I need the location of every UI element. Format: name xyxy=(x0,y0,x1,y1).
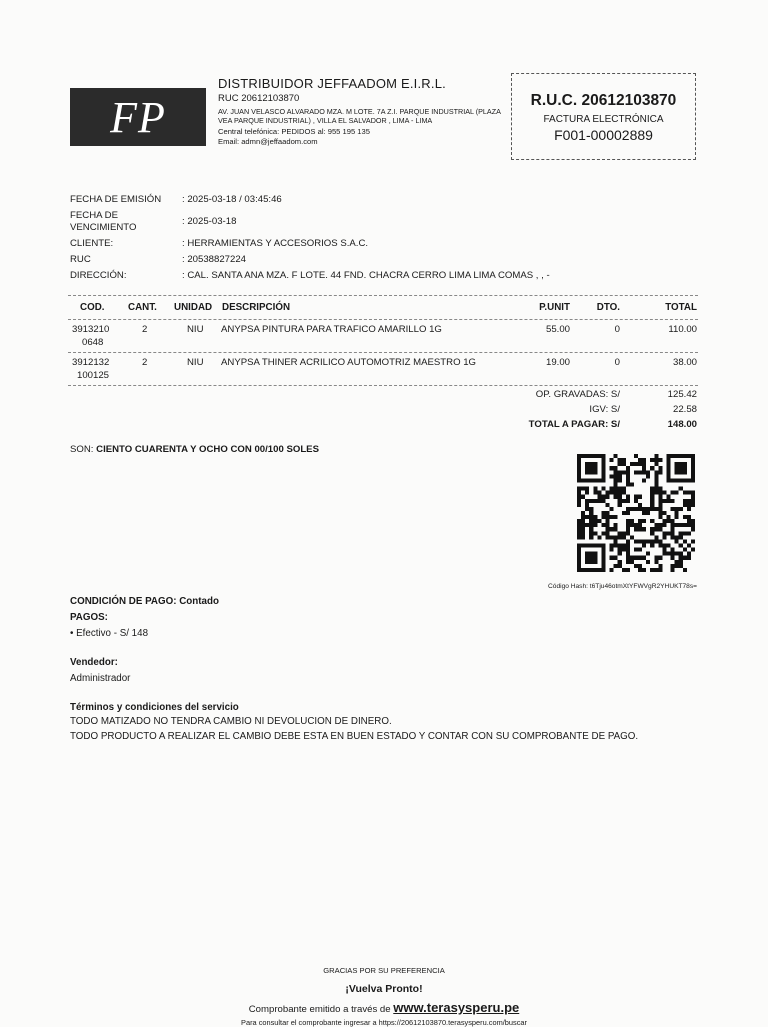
client-info xyxy=(70,194,710,286)
igv-label: IGV: S/ xyxy=(589,404,620,415)
gravadas-value: 125.42 xyxy=(667,389,697,400)
row1-punit: 55.00 xyxy=(545,324,570,335)
emision-value: : 2025-03-18 / 03:45:46 xyxy=(182,194,282,205)
col-header-total: TOTAL xyxy=(665,302,697,313)
direccion-value: : CAL. SANTA ANA MZA. F LOTE. 44 FND. CHACRA CERRO LIMA LIMA COMAS , , - xyxy=(182,270,550,281)
vencimiento-label: FECHA DE VENCIMIENTO xyxy=(70,210,137,233)
table-header-divider xyxy=(68,319,698,320)
row2-cant: 2 xyxy=(142,357,148,368)
table-bottom-divider xyxy=(68,385,698,386)
row2-cod: 3912132 100125 xyxy=(72,357,110,381)
terms-line-2: TODO PRODUCTO A REALIZAR EL CAMBIO DEBE ESTA EN BUEN ESTADO Y CONTAR CON SU COMPROBANTE DE PAGO. xyxy=(70,731,639,742)
footer-thanks: GRACIAS POR SU PREFERENCIA xyxy=(323,966,445,975)
qr-code xyxy=(577,454,695,572)
col-header-descripcion: DESCRIPCIÓN xyxy=(222,302,291,313)
row1-total: 110.00 xyxy=(668,324,697,335)
company-info xyxy=(218,76,508,147)
row2-dto: 0 xyxy=(614,357,620,368)
row1-cod: 3913210 0648 xyxy=(72,324,110,348)
footer-vuelva: ¡Vuelva Pronto! xyxy=(345,983,423,995)
ruc-box-ruc: R.U.C. 20612103870 xyxy=(530,92,677,109)
gravadas-label: OP. GRAVADAS: S/ xyxy=(535,389,620,400)
company-email: Email: admn@jeffaadom.com xyxy=(218,137,318,146)
company-phone: Central telefónica: PEDIDOS al: 955 195 135 xyxy=(218,127,370,136)
col-header-unidad: UNIDAD xyxy=(174,302,213,313)
row2-total: 38.00 xyxy=(672,357,697,368)
row2-descripcion: ANYPSA THINER ACRILICO AUTOMOTRIZ MAESTRO 1G xyxy=(221,357,476,368)
row-divider xyxy=(68,352,698,353)
ruc-value: : 20538827224 xyxy=(182,254,247,265)
ruc-label: RUC xyxy=(70,254,91,265)
company-ruc: RUC 20612103870 xyxy=(218,93,300,104)
amount-in-words: SON: CIENTO CUARENTA Y OCHO CON 00/100 SOLES xyxy=(70,444,319,455)
emision-label: FECHA DE EMISIÓN xyxy=(70,194,162,205)
col-header-punit: P.UNIT xyxy=(539,302,570,313)
ruc-box-doc-type: FACTURA ELECTRÓNICA xyxy=(543,114,664,125)
row1-descripcion: ANYPSA PINTURA PARA TRAFICO AMARILLO 1G xyxy=(221,324,442,335)
company-name: DISTRIBUIDOR JEFFAADOM E.I.R.L. xyxy=(218,76,446,91)
row1-dto: 0 xyxy=(614,324,620,335)
row1-cant: 2 xyxy=(142,324,148,335)
vendedor-value: Administrador xyxy=(70,673,131,684)
direccion-label: DIRECCIÓN: xyxy=(70,270,127,281)
pagos-label: PAGOS: xyxy=(70,612,108,623)
company-logo: FP xyxy=(70,88,206,146)
ruc-box-number: F001-00002889 xyxy=(554,127,653,143)
cliente-value: : HERRAMIENTAS Y ACCESORIOS S.A.C. xyxy=(182,238,369,249)
vendedor-label: Vendedor: xyxy=(70,657,118,668)
company-address: AV. JUAN VELASCO ALVARADO MZA. M LOTE. 7A Z.I. PARQUE INDUSTRIAL (PLAZA VEA PARQUE INDUSTRIAL) , VILLA EL SALVADOR , LIMA - LIMA xyxy=(218,107,501,125)
vencimiento-value: : 2025-03-18 xyxy=(182,216,237,227)
cliente-label: CLIENTE: xyxy=(70,238,114,249)
terms-title: Términos y condiciones del servicio xyxy=(70,702,239,713)
hash-code: Código Hash: t6Tju46otmXtYFWVgR2YHUKT78s= xyxy=(548,583,697,590)
total-label: TOTAL A PAGAR: S/ xyxy=(528,419,620,430)
condicion-pago: CONDICIÓN DE PAGO: Contado xyxy=(70,596,219,607)
row2-unidad: NIU xyxy=(187,357,204,368)
col-header-dto: DTO. xyxy=(596,302,620,313)
table-top-divider xyxy=(68,295,698,296)
footer-consult: Para consultar el comprobante ingresar a https://20612103870.terasysperu.com/buscar xyxy=(241,1018,527,1027)
footer-site-link[interactable]: www.terasysperu.pe xyxy=(393,1000,520,1015)
footer-emitido: Comprobante emitido a través de www.terasysperu.pe xyxy=(248,1000,520,1015)
pago-item: • Efectivo - S/ 148 xyxy=(70,628,149,639)
row2-punit: 19.00 xyxy=(545,357,570,368)
row1-unidad: NIU xyxy=(187,324,204,335)
igv-value: 22.58 xyxy=(672,404,697,415)
ruc-box xyxy=(511,73,696,160)
terms-line-1: TODO MATIZADO NO TENDRA CAMBIO NI DEVOLUCION DE DINERO. xyxy=(70,716,392,727)
col-header-cant: CANT. xyxy=(128,302,157,313)
col-header-cod: COD. xyxy=(80,302,105,313)
total-value: 148.00 xyxy=(667,419,697,430)
